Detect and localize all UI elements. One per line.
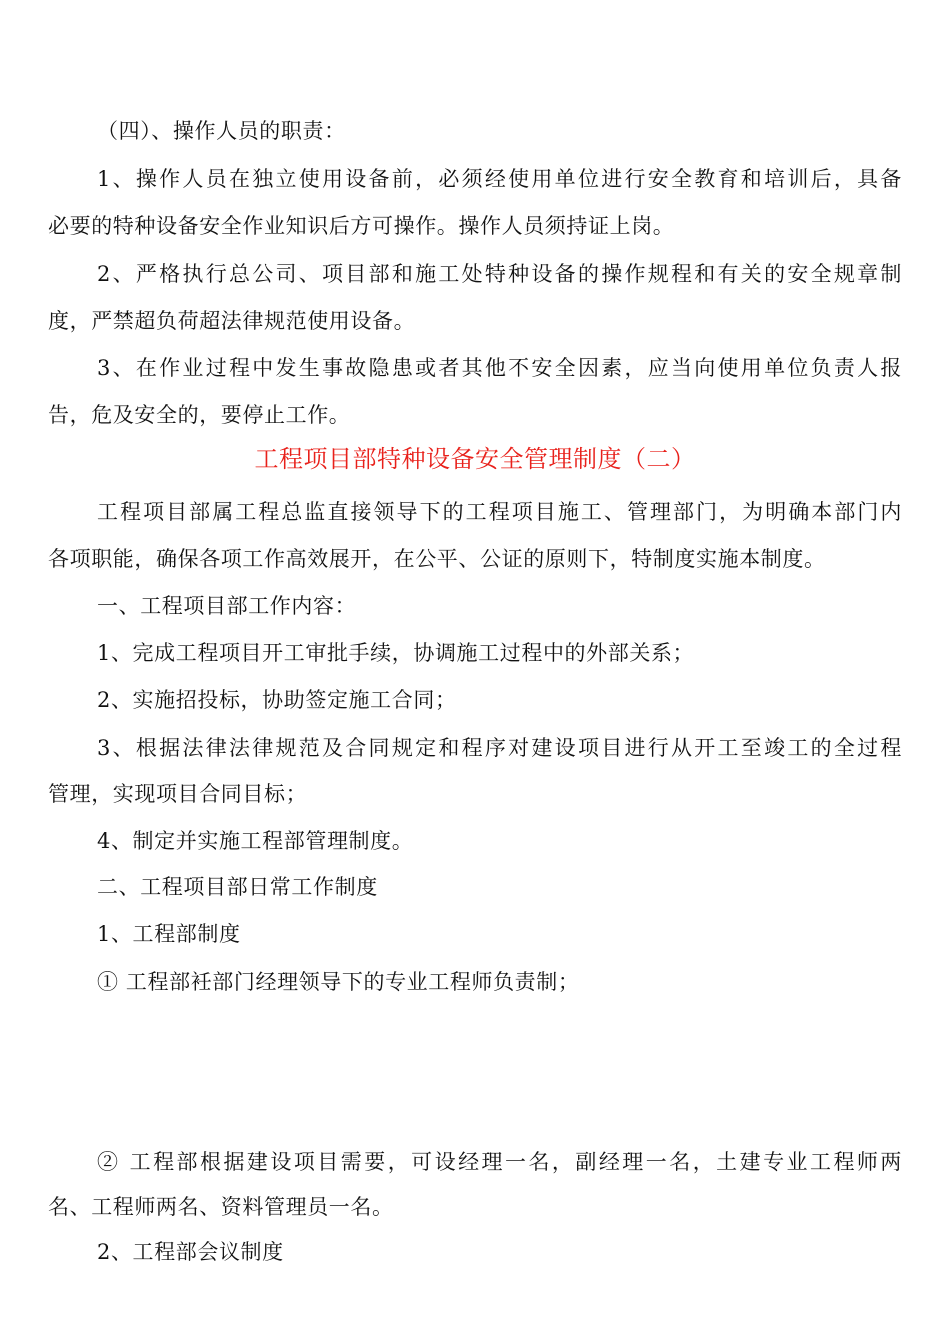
part2-sub1-item2-line1: ② 工程部根据建设项目需要，可设经理一名，副经理一名，土建专业工程师两: [97, 1150, 902, 1174]
section4-item3-line1: 3、在作业过程中发生事故隐患或者其他不安全因素，应当向使用单位负责人报: [97, 356, 902, 380]
section4-item3-line2: 告，危及安全的，要停止工作。: [48, 403, 351, 427]
section4-item2-line1: 2、严格执行总公司、项目部和施工处特种设备的操作规程和有关的安全规章制: [97, 262, 902, 286]
part1-item2: 2、实施招投标，协助签定施工合同；: [97, 688, 457, 712]
section4-item1-line2: 必要的特种设备安全作业知识后方可操作。操作人员须持证上岗。: [48, 214, 675, 238]
part1-item1: 1、完成工程项目开工审批手续，协调施工过程中的外部关系；: [97, 641, 695, 665]
part1-heading: 一、工程项目部工作内容：: [97, 594, 357, 618]
section4-heading: （四）、操作人员的职责：: [97, 119, 346, 143]
part1-item3-line2: 管理，实现项目合同目标；: [48, 782, 308, 806]
part2-sub1-item1: ① 工程部衽部门经理领导下的专业工程师负责制；: [97, 970, 580, 994]
part2-sub1-item2-line2: 名、工程师两名、资料管理员一名。: [48, 1195, 394, 1219]
section4-item2-line2: 度，严禁超负荷超法律规范使用设备。: [48, 309, 416, 333]
part2-sub2-heading: 2、工程部会议制度: [97, 1240, 284, 1264]
intro-line1: 工程项目部属工程总监直接领导下的工程项目施工、管理部门，为明确本部门内: [97, 500, 902, 524]
part2-heading: 二、工程项目部日常工作制度: [97, 875, 378, 899]
part2-sub1-heading: 1、工程部制度: [97, 922, 241, 946]
document-title: 工程项目部特种设备安全管理制度（二）: [254, 445, 696, 473]
intro-line2: 各项职能，确保各项工作高效展开，在公平、公证的原则下，特制度实施本制度。: [48, 547, 826, 571]
part1-item3-line1: 3、根据法律法律规范及合同规定和程序对建设项目进行从开工至竣工的全过程: [97, 736, 902, 760]
part1-item4: 4、制定并实施工程部管理制度。: [97, 829, 414, 853]
section4-item1-line1: 1、操作人员在独立使用设备前，必须经使用单位进行安全教育和培训后，具备: [97, 167, 902, 191]
